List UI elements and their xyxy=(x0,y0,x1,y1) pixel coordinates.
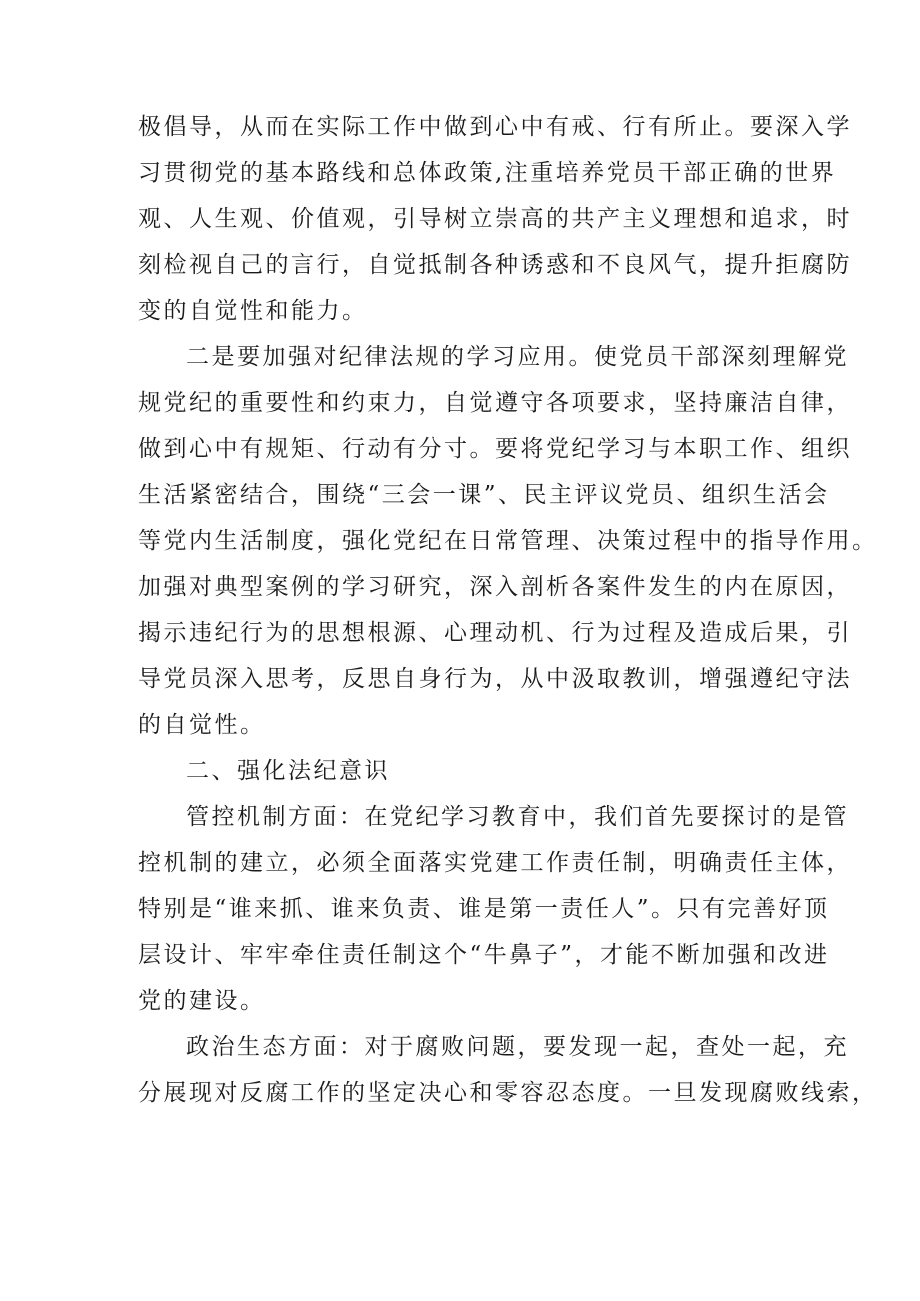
text-line: 揭示违纪行为的思想根源、心理动机、行为过程及造成后果，引 xyxy=(138,620,852,646)
section-heading: 二、强化法纪意识 xyxy=(186,758,390,784)
text-line: 做到心中有规矩、行动有分寸。要将党纪学习与本职工作、组织 xyxy=(138,436,852,462)
text-line: 刻检视自己的言行，自觉抵制各种诱惑和不良风气，提升拒腐防 xyxy=(138,252,852,278)
text-line: 特别是“谁来抓、谁来负责、谁是第一责任人”。只有完善好顶 xyxy=(138,896,830,922)
paragraph-start-line: 二是要加强对纪律法规的学习应用。使党员干部深刻理解党 xyxy=(186,344,849,370)
text-line: 导党员深入思考，反思自身行为，从中汲取教训，增强遵纪守法 xyxy=(138,666,852,692)
text-line: 等党内生活制度，强化党纪在日常管理、决策过程中的指导作用。 xyxy=(138,528,878,554)
paragraph-start-line: 政治生态方面：对于腐败问题，要发现一起，查处一起，充 xyxy=(186,1034,849,1060)
text-line: 观、人生观、价值观，引导树立崇高的共产主义理想和追求，时 xyxy=(138,206,852,232)
text-line: 变的自觉性和能力。 xyxy=(138,298,368,324)
text-line: 党的建设。 xyxy=(138,988,266,1014)
paragraph-start-line: 管控机制方面：在党纪学习教育中，我们首先要探讨的是管 xyxy=(186,804,849,830)
text-line: 控机制的建立，必须全面落实党建工作责任制，明确责任主体， xyxy=(138,850,852,876)
text-line: 生活紧密结合，围绕“三会一课”、民主评议党员、组织生活会 xyxy=(138,482,830,508)
text-line: 的自觉性。 xyxy=(138,712,266,738)
text-line: 层设计、牢牢牵住责任制这个“牛鼻子”，才能不断加强和改进 xyxy=(138,942,830,968)
text-line: 极倡导，从而在实际工作中做到心中有戒、行有所止。要深入学 xyxy=(138,114,852,140)
document-body xyxy=(138,104,878,1116)
text-line: 分展现对反腐工作的坚定决心和零容忍态度。一旦发现腐败线索， xyxy=(138,1080,878,1106)
text-line: 习贯彻党的基本路线和总体政策,注重培养党员干部正确的世界 xyxy=(138,160,837,186)
text-line: 规党纪的重要性和约束力，自觉遵守各项要求，坚持廉洁自律， xyxy=(138,390,852,416)
text-line: 加强对典型案例的学习研究，深入剖析各案件发生的内在原因， xyxy=(138,574,852,600)
